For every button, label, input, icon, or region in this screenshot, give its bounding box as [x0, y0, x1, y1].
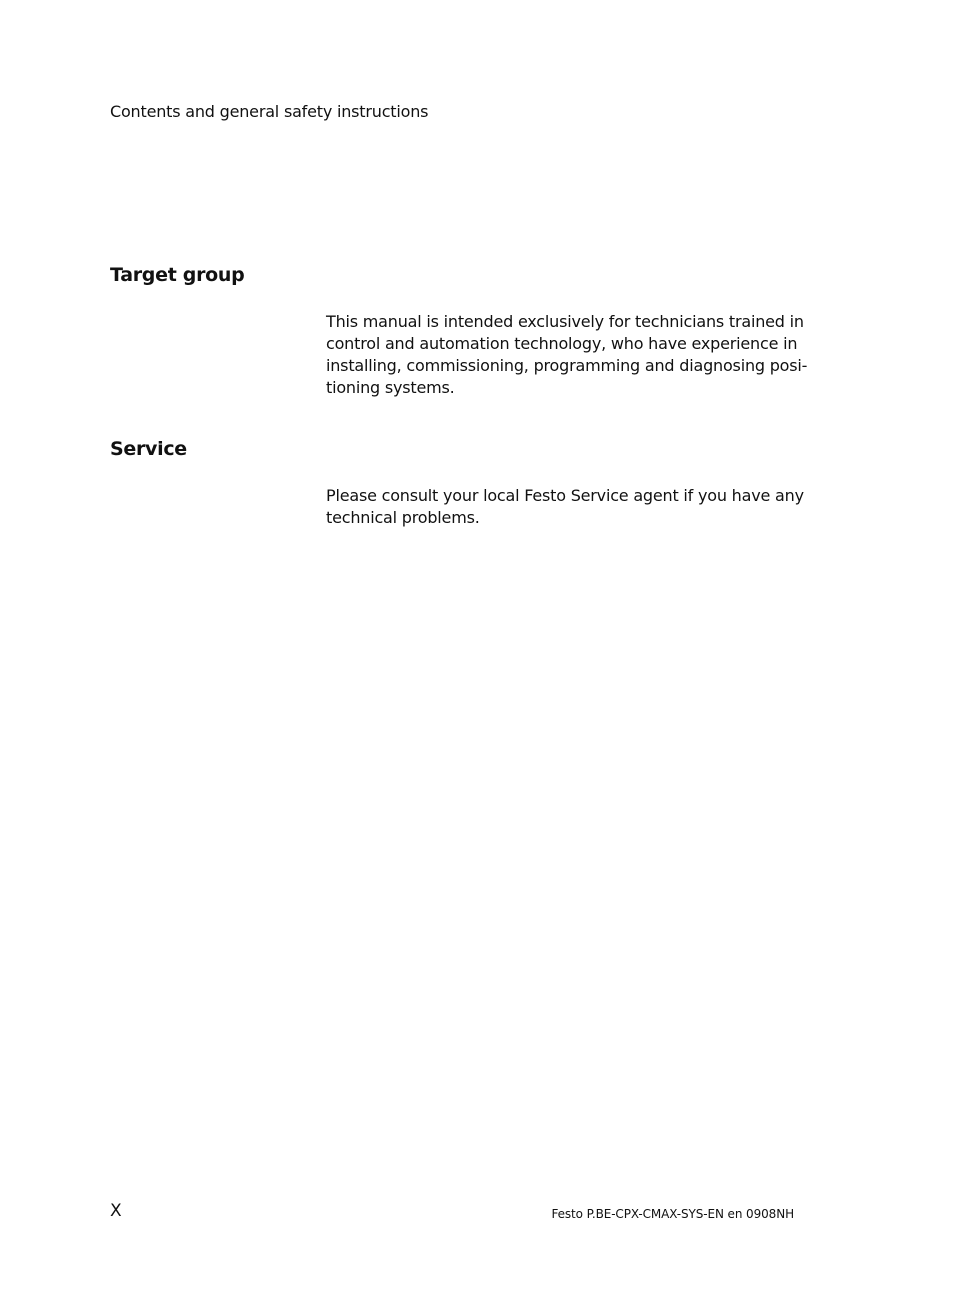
paragraph-line: tioning systems. — [326, 378, 455, 397]
service-paragraph — [326, 485, 806, 529]
section-heading-target-group: Target group — [110, 264, 245, 286]
paragraph-line: This manual is intended exclusively for technicians trained in — [326, 312, 804, 331]
paragraph-line: control and automation technology, who have experience in — [326, 334, 798, 353]
paragraph-line: installing, commissioning, programming and diagnosing posi- — [326, 356, 808, 375]
target-group-paragraph — [326, 311, 806, 399]
paragraph-line: Please consult your local Festo Service agent if you have any — [326, 486, 804, 505]
page-number: X — [110, 1201, 122, 1221]
paragraph-line: technical problems. — [326, 508, 480, 527]
running-header: Contents and general safety instructions — [110, 102, 429, 121]
footer-document-reference: Festo P.BE-CPX-CMAX-SYS-EN en 0908NH — [551, 1207, 794, 1221]
section-heading-service: Service — [110, 438, 187, 460]
